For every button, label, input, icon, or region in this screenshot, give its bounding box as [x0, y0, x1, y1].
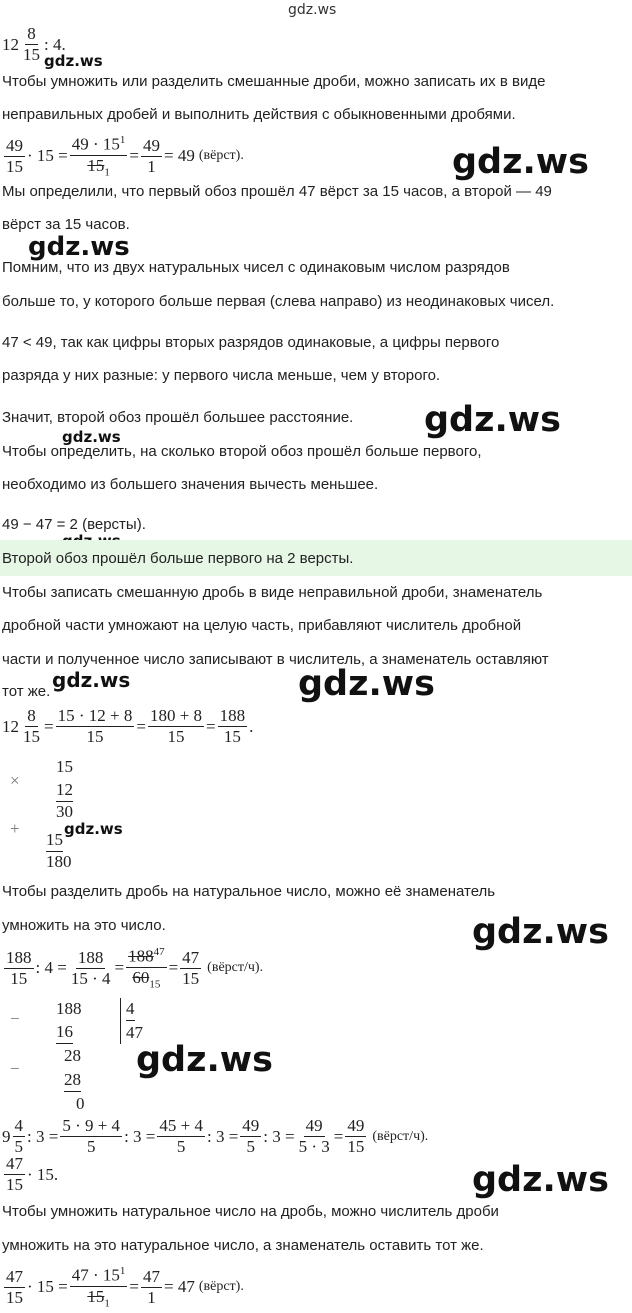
- minus-sign: −: [10, 1009, 20, 1028]
- paragraph: неправильных дробей и выполнить действия с обыкновенными дробями.: [2, 106, 516, 123]
- column-number: 15: [46, 829, 63, 852]
- watermark: gdz.ws: [472, 912, 609, 952]
- watermark: gdz.ws: [64, 820, 123, 838]
- column-number: 16: [56, 1021, 73, 1044]
- column-number: 28: [64, 1046, 81, 1065]
- multiply-sign: ×: [10, 771, 20, 790]
- paragraph: 49 − 47 = 2 (версты).: [2, 516, 146, 533]
- watermark: gdz.ws: [136, 1040, 273, 1080]
- column-number: 30: [56, 802, 73, 821]
- answer: Второй обоз прошёл больше первого на 2 версты.: [2, 550, 354, 567]
- watermark: gdz.ws: [452, 142, 589, 182]
- column-number: 188: [56, 999, 82, 1018]
- division-bar: [120, 998, 121, 1044]
- watermark: gdz.ws: [44, 52, 103, 70]
- watermark: gdz.ws: [28, 232, 130, 262]
- calculation-4: 9 $\frac{4}{5}$ : 3 = $\frac{5 \cdot 9 + 4}{5}$ : 3 = $\frac{45 + 4}{5}$ : 3 = $\frac{49}{5}$ : 3 = $\frac{49}{5 \cdot 3}$ = $\frac{49}{15}$ (вёрст/ч).: [2, 1116, 429, 1156]
- plus-sign: +: [10, 819, 20, 838]
- paragraph: Значит, второй обоз прошёл большее расстояние.: [2, 409, 354, 426]
- paragraph: Помним, что из двух натуральных чисел с одинаковым числом разрядов: [2, 259, 510, 276]
- column-number: 12: [56, 779, 73, 802]
- paragraph: необходимо из большего значения вычесть меньшее.: [2, 476, 379, 493]
- divisor: 4: [126, 998, 135, 1021]
- fraction: $\frac{8}{15}$: [23, 24, 40, 64]
- paragraph: умножить на это число.: [2, 917, 166, 934]
- paragraph: Чтобы определить, на сколько второй обоз прошёл больше первого,: [2, 443, 482, 460]
- calculation-3: $\frac{188}{15}$ : 4 = $\frac{188}{15 \cdot 4}$ = $\frac{188^{47}}{60_{15}}$ = $\frac{47}{15}$ (вёрст/ч).: [2, 942, 263, 994]
- watermark: gdz.ws: [472, 1160, 609, 1200]
- watermark: gdz.ws: [62, 428, 121, 446]
- column-number: 28: [64, 1069, 81, 1092]
- expression-top: 12 $\frac{8}{15}$ : 4.: [2, 24, 66, 64]
- paragraph: тот же.: [2, 683, 51, 700]
- expression-bottom: $\frac{47}{15}$ · 15.: [6, 1154, 59, 1194]
- paragraph: части и полученное число записывают в числитель, а знаменатель оставляют: [2, 651, 549, 668]
- minus-sign: −: [10, 1059, 20, 1078]
- watermark: gdz.ws: [298, 664, 435, 704]
- paragraph: дробной части умножают на целую часть, прибавляют числитель дробной: [2, 617, 522, 634]
- watermark: gdz.ws: [52, 668, 131, 692]
- paragraph: Чтобы умножить или разделить смешанные дроби, можно записать их в виде: [2, 73, 546, 90]
- calculation-2: 12 $\frac{8}{15}$ = $\frac{15 \cdot 12 + 8}{15}$ = $\frac{180 + 8}{15}$ = $\frac{188}{15}$ .: [2, 706, 254, 746]
- paragraph: Чтобы умножить натуральное число на дробь, можно числитель дроби: [2, 1203, 499, 1220]
- watermark-top: gdz.ws: [288, 2, 337, 18]
- column-number: 0: [76, 1094, 85, 1113]
- paragraph: Чтобы записать смешанную дробь в виде неправильной дроби, знаменатель: [2, 584, 543, 601]
- paragraph: Чтобы разделить дробь на натуральное число, можно её знаменатель: [2, 883, 496, 900]
- paragraph: разряда у них разные: у первого числа меньше, чем у второго.: [2, 367, 441, 384]
- paragraph: умножить на это натуральное число, а знаменатель оставить тот же.: [2, 1237, 484, 1254]
- calculation-5: $\frac{47}{15}$ · 15 = $\frac{47 \cdot 15^1}{15_1}$ = $\frac{47}{1}$ = 47 (вёрст).: [2, 1261, 244, 1313]
- watermark: gdz.ws: [424, 400, 561, 440]
- calculation-1: $\frac{49}{15}$ · 15 = $\frac{49 \cdot 15^1}{15_1}$ = $\frac{49}{1}$ = 49 (вёрст).: [2, 130, 244, 182]
- column-number: 15: [56, 757, 73, 776]
- paragraph: вёрст за 15 часов.: [2, 216, 130, 233]
- paragraph: 47 < 49, так как цифры вторых разрядов одинаковые, а цифры первого: [2, 334, 500, 351]
- paragraph: больше то, у которого больше первая (слева направо) из неодинаковых чисел.: [2, 293, 555, 310]
- column-number: 180: [46, 852, 72, 871]
- whole-part: 12: [2, 34, 19, 54]
- quotient: 47: [126, 1023, 143, 1042]
- paragraph: Мы определили, что первый обоз прошёл 47 вёрст за 15 часов, а второй — 49: [2, 183, 552, 200]
